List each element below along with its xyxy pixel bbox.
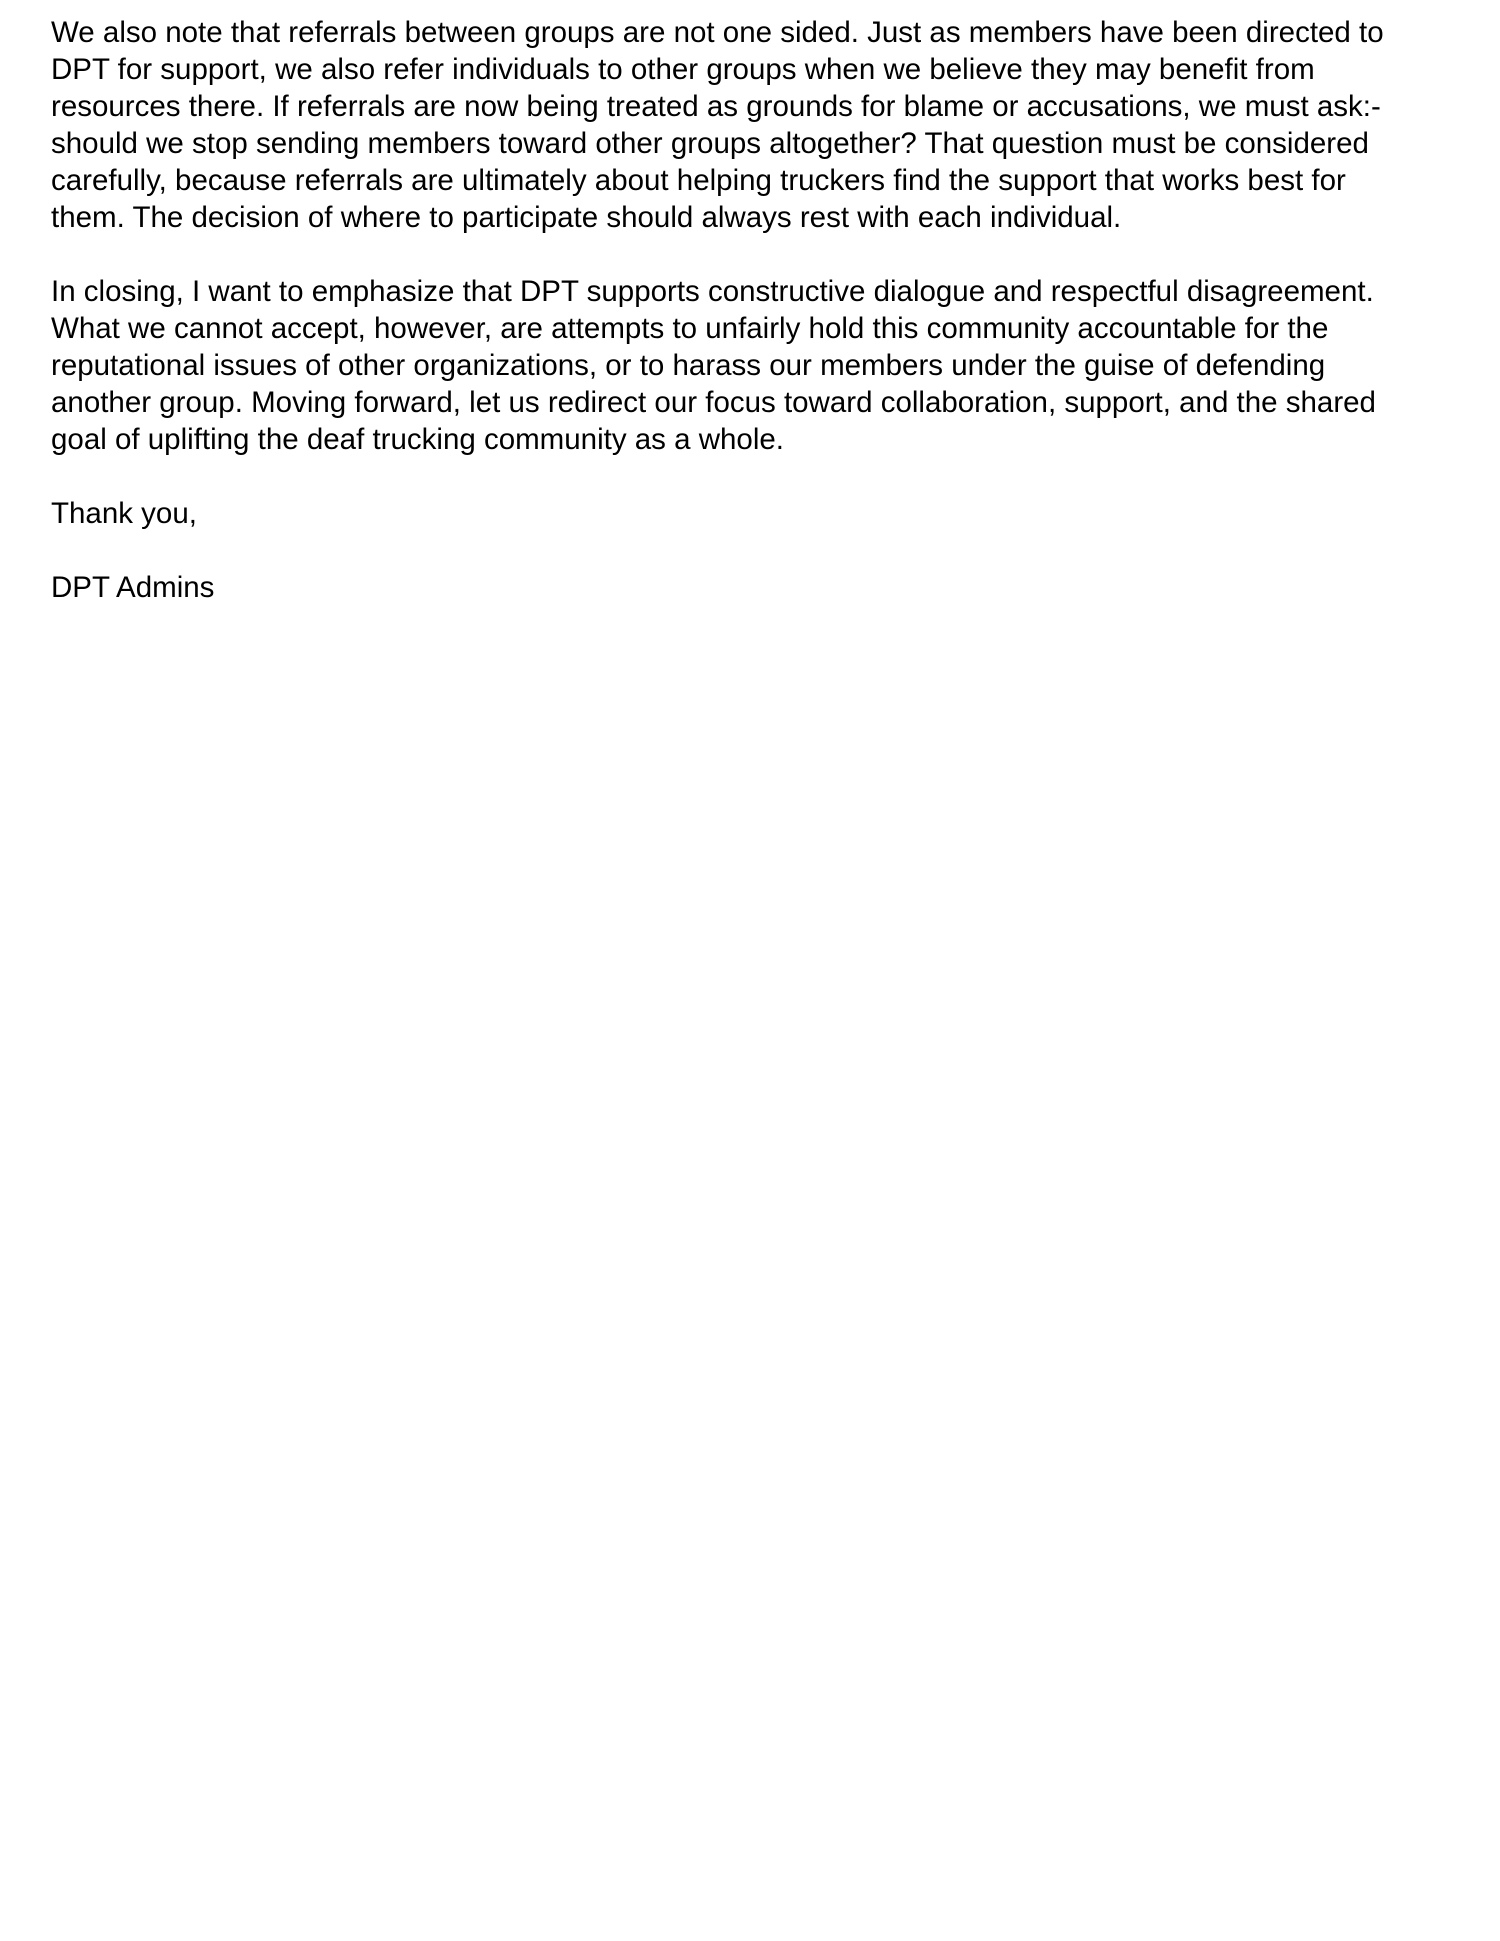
paragraph-line: another group. Moving forward, let us redirect our focus toward collaboration, support, and the shared	[51, 386, 1376, 419]
paragraph-referrals	[51, 14, 1471, 236]
paragraph-closing	[51, 273, 1471, 458]
paragraph-line: DPT for support, we also refer individuals to other groups when we believe they may benefit from	[51, 53, 1315, 86]
paragraph-line: In closing, I want to emphasize that DPT supports constructive dialogue and respectful disagreement.	[51, 275, 1374, 308]
paragraph-line: should we stop sending members toward other groups altogether? That question must be considered	[51, 127, 1369, 160]
paragraph-line: goal of uplifting the deaf trucking community as a whole.	[51, 423, 784, 456]
paragraph-spacer	[51, 236, 1471, 273]
paragraph-line: reputational issues of other organizations, or to harass our members under the guise of defending	[51, 349, 1326, 382]
letter-body	[51, 14, 1471, 606]
paragraph-line: What we cannot accept, however, are attempts to unfairly hold this community accountable for the	[51, 312, 1329, 345]
signature: DPT Admins	[51, 571, 215, 604]
paragraph-spacer	[51, 458, 1471, 495]
sign-off: Thank you,	[51, 497, 197, 530]
paragraph-line: resources there. If referrals are now being treated as grounds for blame or accusations, we must ask:-	[51, 90, 1381, 123]
paragraph-line: carefully, because referrals are ultimately about helping truckers find the support that works best for	[51, 164, 1346, 197]
paragraph-line: them. The decision of where to participate should always rest with each individual.	[51, 201, 1122, 234]
paragraph-line: We also note that referrals between groups are not one sided. Just as members have been directed to	[51, 16, 1384, 49]
paragraph-spacer	[51, 532, 1471, 569]
